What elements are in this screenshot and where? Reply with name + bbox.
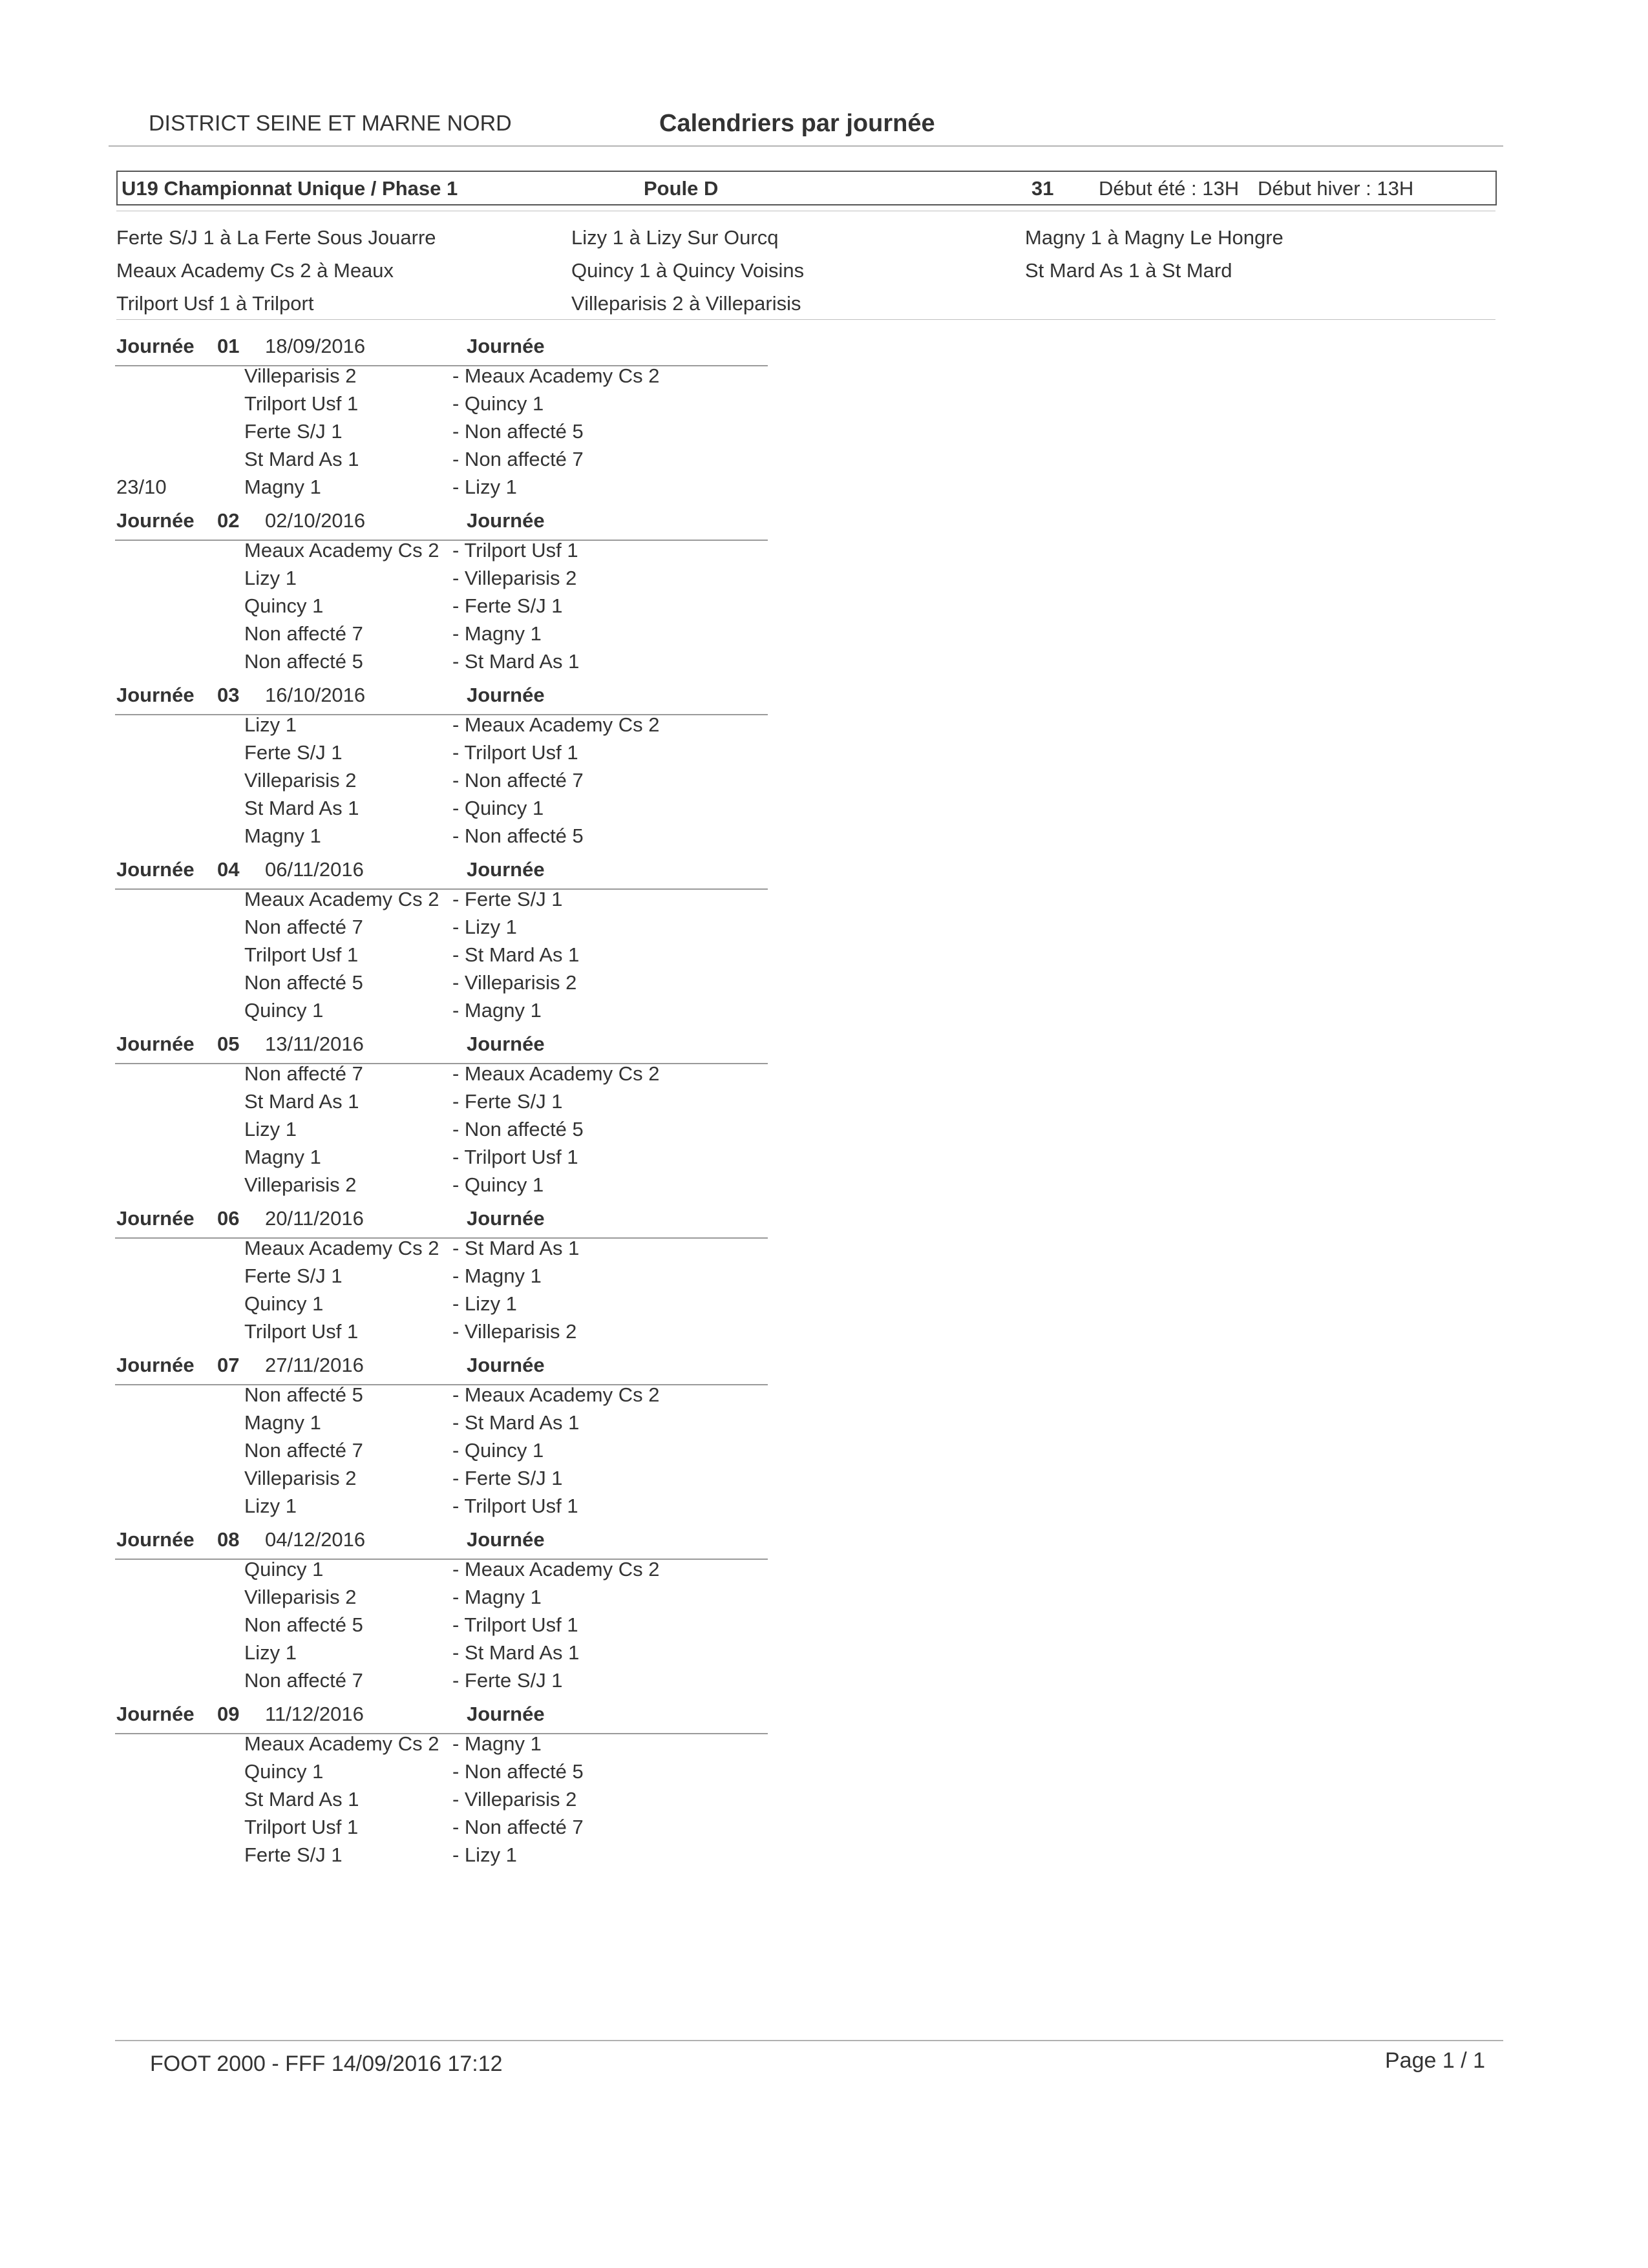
match-row — [115, 419, 769, 446]
away-team: - Quincy 1 — [452, 1439, 544, 1462]
round-header — [115, 1350, 769, 1382]
away-team: - Trilport Usf 1 — [452, 1495, 578, 1517]
round-header — [115, 1524, 769, 1557]
round-number: 07 — [217, 1354, 240, 1376]
home-team: Quincy 1 — [244, 594, 324, 617]
away-team: - Non affecté 7 — [452, 448, 584, 470]
home-team: Non affecté 5 — [244, 650, 363, 673]
away-team: - Ferte S/J 1 — [452, 1669, 563, 1692]
home-team: Lizy 1 — [244, 567, 297, 589]
round-column-label: Journée — [467, 335, 545, 357]
round-label: Journée — [116, 1703, 195, 1725]
match-row — [115, 998, 769, 1025]
round-header — [115, 680, 769, 712]
round-column-label: Journée — [467, 858, 545, 881]
match-row — [115, 1814, 769, 1842]
match-row — [115, 1787, 769, 1814]
round-column-label: Journée — [467, 1033, 545, 1055]
round-number: 04 — [217, 858, 240, 881]
away-team: - Ferte S/J 1 — [452, 594, 563, 617]
round-column-label: Journée — [467, 1528, 545, 1551]
round-date: 06/11/2016 — [265, 858, 364, 881]
competition-info-box — [116, 171, 1497, 205]
match-row — [115, 593, 769, 621]
home-team: Non affecté 7 — [244, 916, 363, 938]
club-venue: Villeparisis 2 à Villeparisis — [571, 292, 801, 315]
round-date: 13/11/2016 — [265, 1033, 364, 1055]
round-label: Journée — [116, 1033, 195, 1055]
match-row — [115, 565, 769, 593]
club-venue: Lizy 1 à Lizy Sur Ourcq — [571, 226, 779, 249]
round-date: 02/10/2016 — [265, 509, 366, 532]
match-row — [115, 823, 769, 851]
round-number: 03 — [217, 684, 240, 706]
home-team: Non affecté 5 — [244, 971, 363, 994]
away-team: - Villeparisis 2 — [452, 1320, 577, 1343]
round-block — [115, 1029, 769, 1203]
away-team: - Non affecté 7 — [452, 769, 584, 792]
away-team: - Lizy 1 — [452, 476, 517, 498]
round-label: Journée — [116, 858, 195, 881]
away-team: - Meaux Academy Cs 2 — [452, 1383, 660, 1406]
footer-software-timestamp: FOOT 2000 - FFF 14/09/2016 17:12 — [150, 2052, 503, 2076]
home-team: Non affecté 5 — [244, 1613, 363, 1636]
club-venue: Trilport Usf 1 à Trilport — [116, 292, 314, 315]
match-row — [115, 1640, 769, 1668]
away-team: - Magny 1 — [452, 1586, 542, 1608]
home-team: Magny 1 — [244, 1146, 321, 1168]
club-venue: Ferte S/J 1 à La Ferte Sous Jouarre — [116, 226, 436, 249]
round-header — [115, 1203, 769, 1235]
round-label: Journée — [116, 1528, 195, 1551]
schedule — [115, 331, 769, 1873]
home-team: Meaux Academy Cs 2 — [244, 1237, 439, 1259]
away-team: - Meaux Academy Cs 2 — [452, 364, 660, 387]
match-row — [115, 740, 769, 768]
away-team: - Lizy 1 — [452, 916, 517, 938]
home-team: Villeparisis 2 — [244, 1586, 357, 1608]
poule-label: Poule D — [644, 177, 719, 200]
away-team: - Magny 1 — [452, 1265, 542, 1287]
away-team: - Non affecté 5 — [452, 420, 584, 443]
club-venue: Meaux Academy Cs 2 à Meaux — [116, 259, 394, 282]
match-row — [115, 914, 769, 942]
match-postponed-date: 23/10 — [116, 476, 167, 498]
round-header — [115, 331, 769, 363]
home-team: Villeparisis 2 — [244, 1173, 357, 1196]
match-row — [115, 970, 769, 998]
away-team: - Non affecté 5 — [452, 1118, 584, 1140]
home-team: Meaux Academy Cs 2 — [244, 1732, 439, 1755]
away-team: - Magny 1 — [452, 999, 542, 1022]
home-team: Trilport Usf 1 — [244, 1320, 359, 1343]
round-label: Journée — [116, 1354, 195, 1376]
match-row — [115, 649, 769, 677]
away-team: - Trilport Usf 1 — [452, 539, 578, 562]
round-column-label: Journée — [467, 684, 545, 706]
round-number: 08 — [217, 1528, 240, 1551]
clubs-divider — [116, 319, 1495, 320]
away-team: - Ferte S/J 1 — [452, 888, 563, 910]
home-team: Magny 1 — [244, 1411, 321, 1434]
away-team: - Meaux Academy Cs 2 — [452, 1062, 660, 1085]
round-header — [115, 1029, 769, 1061]
match-row — [115, 474, 769, 502]
home-team: Villeparisis 2 — [244, 769, 357, 792]
round-column-label: Journée — [467, 509, 545, 532]
match-row — [115, 1759, 769, 1787]
home-team: St Mard As 1 — [244, 1090, 359, 1113]
round-number: 06 — [217, 1207, 240, 1230]
club-venue: St Mard As 1 à St Mard — [1025, 259, 1232, 282]
match-row — [115, 1668, 769, 1696]
round-label: Journée — [116, 1207, 195, 1230]
away-team: - St Mard As 1 — [452, 1411, 580, 1434]
away-team: - Trilport Usf 1 — [452, 1613, 578, 1636]
match-row — [115, 712, 769, 740]
match-row — [115, 1612, 769, 1640]
home-team: Ferte S/J 1 — [244, 1843, 343, 1866]
away-team: - Quincy 1 — [452, 1173, 544, 1196]
round-header — [115, 1699, 769, 1731]
home-team: Villeparisis 2 — [244, 1467, 357, 1489]
match-row — [115, 1410, 769, 1438]
away-team: - Trilport Usf 1 — [452, 1146, 578, 1168]
away-team: - Villeparisis 2 — [452, 567, 577, 589]
away-team: - Meaux Academy Cs 2 — [452, 1558, 660, 1580]
home-team: Ferte S/J 1 — [244, 420, 343, 443]
club-venue: Quincy 1 à Quincy Voisins — [571, 259, 805, 282]
home-team: Quincy 1 — [244, 1558, 324, 1580]
match-row — [115, 1117, 769, 1144]
away-team: - Magny 1 — [452, 622, 542, 645]
match-row — [115, 1382, 769, 1410]
club-venue: Magny 1 à Magny Le Hongre — [1025, 226, 1284, 249]
home-team: Lizy 1 — [244, 1641, 297, 1664]
round-block — [115, 1350, 769, 1524]
round-label: Journée — [116, 509, 195, 532]
round-label: Journée — [116, 335, 195, 357]
away-team: - Meaux Academy Cs 2 — [452, 713, 660, 736]
match-row — [115, 1465, 769, 1493]
round-number: 02 — [217, 509, 240, 532]
away-team: - Villeparisis 2 — [452, 971, 577, 994]
home-team: Trilport Usf 1 — [244, 392, 359, 415]
match-row — [115, 1584, 769, 1612]
home-team: Meaux Academy Cs 2 — [244, 888, 439, 910]
competition-name: U19 Championnat Unique / Phase 1 — [121, 177, 458, 200]
match-row — [115, 538, 769, 565]
footer-divider — [115, 2040, 1503, 2041]
home-team: Lizy 1 — [244, 1118, 297, 1140]
home-team: Magny 1 — [244, 824, 321, 847]
match-row — [115, 391, 769, 419]
page-title: Calendriers par journée — [659, 110, 935, 137]
match-row — [115, 621, 769, 649]
home-team: Non affecté 7 — [244, 1439, 363, 1462]
away-team: - Magny 1 — [452, 1732, 542, 1755]
home-team: Trilport Usf 1 — [244, 1816, 359, 1838]
round-number: 05 — [217, 1033, 240, 1055]
round-header — [115, 854, 769, 887]
round-label: Journée — [116, 684, 195, 706]
home-team: Non affecté 7 — [244, 1669, 363, 1692]
header-divider — [109, 145, 1503, 147]
match-row — [115, 795, 769, 823]
summer-start-time: Début été : 13H — [1099, 177, 1240, 200]
home-team: Lizy 1 — [244, 713, 297, 736]
home-team: Ferte S/J 1 — [244, 741, 343, 764]
home-team: Non affecté 7 — [244, 1062, 363, 1085]
match-row — [115, 1842, 769, 1870]
match-row — [115, 1089, 769, 1117]
away-team: - Lizy 1 — [452, 1843, 517, 1866]
away-team: - Villeparisis 2 — [452, 1788, 577, 1811]
match-row — [115, 1061, 769, 1089]
match-row — [115, 1235, 769, 1263]
home-team: St Mard As 1 — [244, 1788, 359, 1811]
round-header — [115, 505, 769, 538]
home-team: Non affecté 5 — [244, 1383, 363, 1406]
away-team: - St Mard As 1 — [452, 650, 580, 673]
match-row — [115, 942, 769, 970]
round-block — [115, 331, 769, 505]
match-row — [115, 768, 769, 795]
away-team: - Ferte S/J 1 — [452, 1090, 563, 1113]
round-column-label: Journée — [467, 1354, 545, 1376]
match-row — [115, 446, 769, 474]
round-date: 04/12/2016 — [265, 1528, 366, 1551]
round-column-label: Journée — [467, 1207, 545, 1230]
round-block — [115, 1524, 769, 1699]
home-team: Quincy 1 — [244, 999, 324, 1022]
home-team: Magny 1 — [244, 476, 321, 498]
away-team: - St Mard As 1 — [452, 943, 580, 966]
round-number: 09 — [217, 1703, 240, 1725]
home-team: Lizy 1 — [244, 1495, 297, 1517]
match-row — [115, 363, 769, 391]
round-block — [115, 1699, 769, 1873]
match-row — [115, 887, 769, 914]
away-team: - Non affecté 5 — [452, 824, 584, 847]
round-date: 16/10/2016 — [265, 684, 366, 706]
away-team: - St Mard As 1 — [452, 1641, 580, 1664]
match-row — [115, 1263, 769, 1291]
match-row — [115, 1319, 769, 1347]
organization-name: DISTRICT SEINE ET MARNE NORD — [149, 111, 512, 136]
round-column-label: Journée — [467, 1703, 545, 1725]
match-row — [115, 1557, 769, 1584]
round-block — [115, 505, 769, 680]
away-team: - Lizy 1 — [452, 1292, 517, 1315]
round-date: 11/12/2016 — [265, 1703, 364, 1725]
away-team: - St Mard As 1 — [452, 1237, 580, 1259]
home-team: Ferte S/J 1 — [244, 1265, 343, 1287]
page-number: Page 1 / 1 — [1385, 2048, 1486, 2073]
home-team: Meaux Academy Cs 2 — [244, 539, 439, 562]
round-date: 20/11/2016 — [265, 1207, 364, 1230]
away-team: - Non affecté 7 — [452, 1816, 584, 1838]
competition-number: 31 — [1031, 177, 1054, 200]
clubs-column-3 — [1025, 221, 1284, 287]
away-team: - Quincy 1 — [452, 797, 544, 819]
clubs-column-1 — [116, 221, 436, 320]
away-team: - Trilport Usf 1 — [452, 741, 578, 764]
round-date: 18/09/2016 — [265, 335, 366, 357]
away-team: - Quincy 1 — [452, 392, 544, 415]
home-team: St Mard As 1 — [244, 797, 359, 819]
round-block — [115, 1203, 769, 1350]
away-team: - Ferte S/J 1 — [452, 1467, 563, 1489]
round-date: 27/11/2016 — [265, 1354, 364, 1376]
match-row — [115, 1172, 769, 1200]
match-row — [115, 1493, 769, 1521]
round-block — [115, 854, 769, 1029]
clubs-column-2 — [571, 221, 804, 320]
home-team: Villeparisis 2 — [244, 364, 357, 387]
home-team: Quincy 1 — [244, 1760, 324, 1783]
match-row — [115, 1291, 769, 1319]
round-block — [115, 680, 769, 854]
match-row — [115, 1144, 769, 1172]
home-team: Trilport Usf 1 — [244, 943, 359, 966]
home-team: St Mard As 1 — [244, 448, 359, 470]
away-team: - Non affecté 5 — [452, 1760, 584, 1783]
winter-start-time: Début hiver : 13H — [1258, 177, 1414, 200]
home-team: Quincy 1 — [244, 1292, 324, 1315]
home-team: Non affecté 7 — [244, 622, 363, 645]
match-row — [115, 1731, 769, 1759]
round-number: 01 — [217, 335, 240, 357]
match-row — [115, 1438, 769, 1465]
